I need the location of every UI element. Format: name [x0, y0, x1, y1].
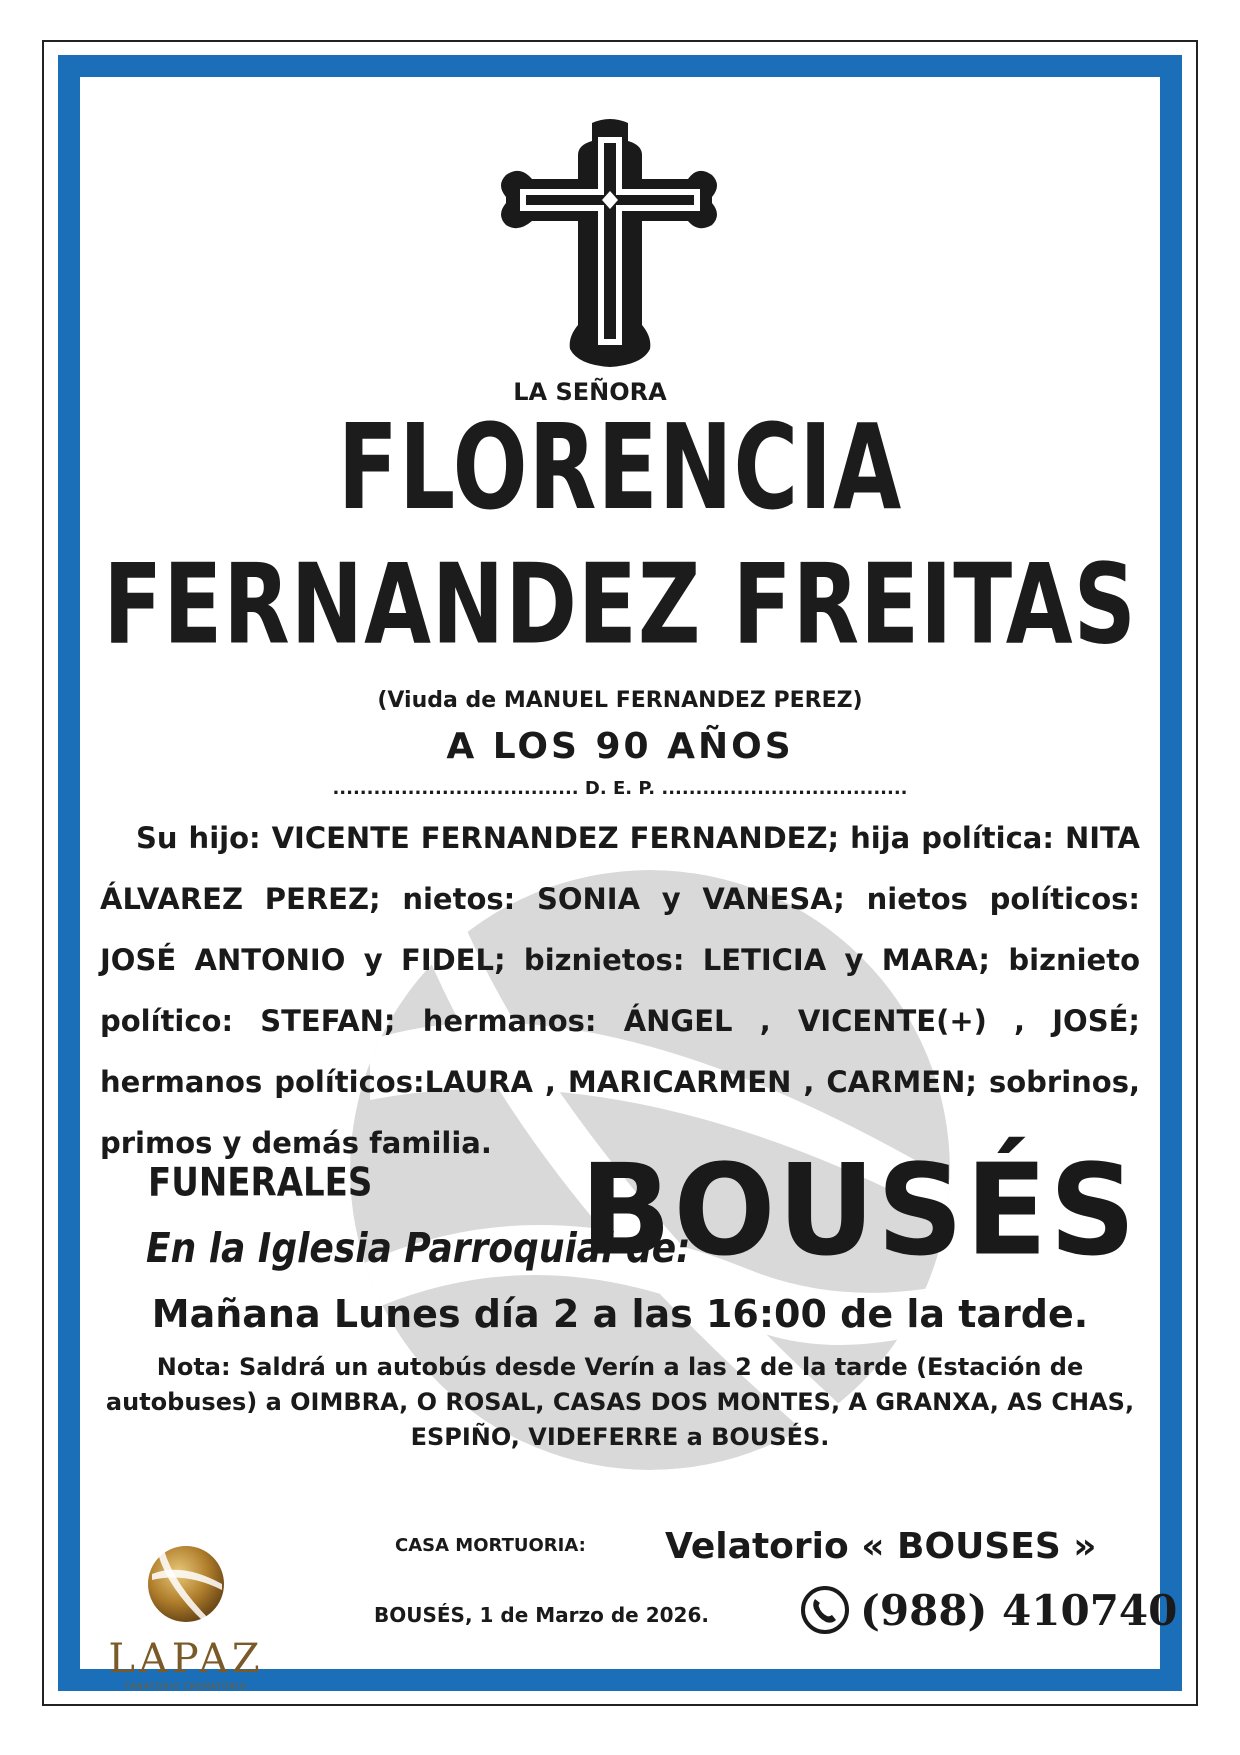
- family-list: Su hijo: VICENTE FERNANDEZ FERNANDEZ; hija política: NITA ÁLVAREZ PEREZ; nietos: SONIA y VANESA; nietos políticos: JOSÉ ANTONIO y FIDEL; biznietos: LETICIA y MARA; biznieto político: STEFAN; hermanos: ÁNGEL , VICENTE(+) , JOSÉ; hermanos políticos:LAURA , MARICARMEN , CARMEN; sobrinos, primos y demás familia.: [100, 821, 1140, 1160]
- funerals-label: FUNERALES: [148, 1160, 373, 1206]
- velatorio-name: Velatorio « BOUSES »: [665, 1526, 1097, 1567]
- title-prefix: LA SEÑORA: [513, 378, 667, 406]
- funeral-place: BOUSÉS: [580, 1138, 1138, 1284]
- deceased-first-name: FLORENCIA: [337, 400, 903, 537]
- lapaz-logo-subtitle: TANATORIO CREMATORIO: [125, 1682, 247, 1691]
- deceased-surnames: FERNANDEZ FREITAS: [103, 540, 1137, 669]
- widow-note: (Viuda de MANUEL FERNANDEZ PEREZ): [377, 688, 863, 713]
- phone-contact: [800, 1585, 1177, 1635]
- casa-mortuoria-label: CASA MORTUORIA:: [395, 1535, 586, 1556]
- dep-text: D. E. P.: [584, 778, 656, 799]
- date-line: BOUSÉS, 1 de Marzo de 2026.: [374, 1603, 709, 1627]
- church-label: En la Iglesia Parroquial de:: [146, 1225, 691, 1273]
- dep-divider: [240, 778, 1000, 799]
- lapaz-logo: [96, 1540, 276, 1690]
- phone-number: (988) 410740: [860, 1585, 1178, 1635]
- age-line: A LOS 90 AÑOS: [446, 726, 794, 767]
- phone-icon: [800, 1585, 850, 1635]
- bus-note: Nota: Saldrá un autobús desde Verín a las 2 de la tarde (Estación de autobuses) a OIMBRA, O ROSAL, CASAS DOS MONTES, A GRANXA, AS CHAS, ESPIÑO, VIDEFERRE a BOUSÉS.: [105, 1353, 1135, 1451]
- lapaz-logo-icon: [146, 1540, 226, 1628]
- cross-icon: [494, 115, 726, 371]
- funeral-time: Mañana Lunes día 2 a las 16:00 de la tarde.: [151, 1292, 1089, 1336]
- dep-dots-left: ....................................: [332, 778, 579, 799]
- lapaz-logo-name: LAPAZ: [108, 1636, 264, 1682]
- dep-dots-right: ....................................: [661, 778, 908, 799]
